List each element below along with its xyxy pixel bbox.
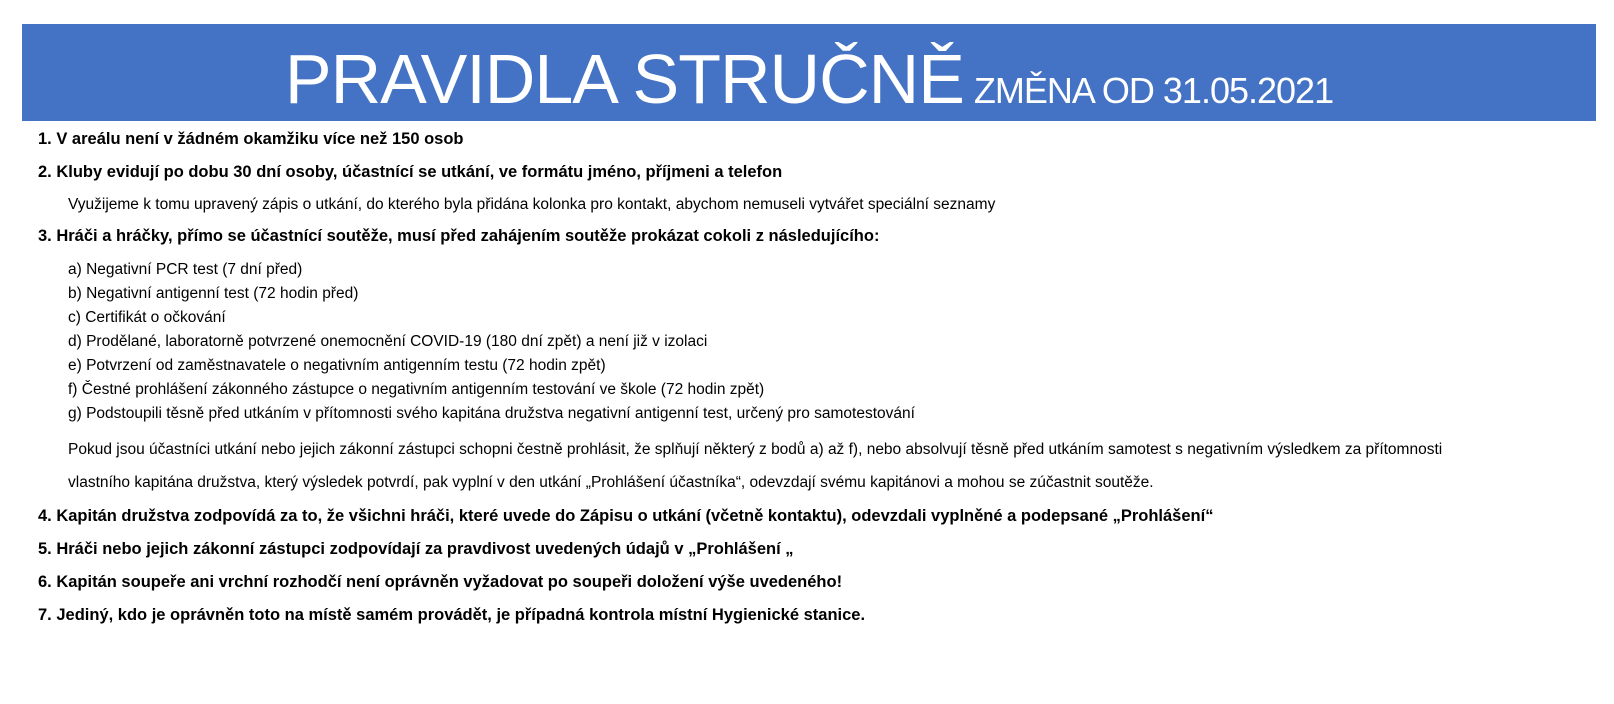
rules-list <box>38 128 1598 625</box>
option-g: g) Podstoupili těsně před utkáním v přítomnosti svého kapitána družstva negativní antigenní test, určený pro samotestování <box>68 405 915 422</box>
paragraph-line-1: Pokud jsou účastníci utkání nebo jejich zákonní zástupci schopni čestně prohlásit, že splňují některý z bodů a) až f), nebo absolvují těsně před utkáním samotest s negativním výsledkem za přítomnosti <box>68 441 1443 458</box>
option-d: d) Prodělané, laboratorně potvrzené onemocnění COVID-19 (180 dní zpět) a není již v izolaci <box>68 333 708 350</box>
rule-1: 1. V areálu není v žádném okamžiku více než 150 osob <box>38 130 464 148</box>
page-title: PRAVIDLA STRUČNĚ <box>284 40 964 118</box>
paragraph-line-2: vlastního kapitána družstva, který výsledek potvrdí, pak vyplní v den utkání „Prohlášení účastníka“, odevzdají svému kapitánovi a mohou se zúčastnit soutěže. <box>68 474 1154 491</box>
title-banner <box>22 24 1596 121</box>
rule-4: 4. Kapitán družstva zodpovídá za to, že všichni hráči, které uvede do Zápisu o utkání (včetně kontaktu), odevzdali vyplněné a podepsané „Prohlášení“ <box>38 507 1214 525</box>
option-e: e) Potvrzení od zaměstnavatele o negativním antigenním testu (72 hodin zpět) <box>68 357 606 374</box>
option-a: a) Negativní PCR test (7 dní před) <box>68 261 303 278</box>
rule-6: 6. Kapitán soupeře ani vrchní rozhodčí není oprávněn vyžadovat po soupeři doložení výše uvedeného! <box>38 573 843 591</box>
option-b: b) Negativní antigenní test (72 hodin před) <box>68 285 359 302</box>
rule-3: 3. Hráči a hráčky, přímo se účastnící soutěže, musí před zahájením soutěže prokázat cokoli z následujícího: <box>38 227 880 245</box>
page-subtitle: ZMĚNA OD 31.05.2021 <box>973 70 1334 111</box>
rule-5: 5. Hráči nebo jejich zákonní zástupci zodpovídají za pravdivost uvedených údajů v „Prohlášení „ <box>38 540 794 558</box>
rule-2: 2. Kluby evidují po dobu 30 dní osoby, účastnící se utkání, ve formátu jméno, příjmeni a telefon <box>38 163 783 181</box>
rule-2-note: Využijeme k tomu upravený zápis o utkání, do kterého byla přidána kolonka pro kontakt, abychom nemuseli vytvářet speciální seznamy <box>68 196 996 213</box>
rule-7: 7. Jediný, kdo je oprávněn toto na místě samém provádět, je případná kontrola místní Hygienické stanice. <box>38 606 866 624</box>
rule-3-options <box>68 258 1598 426</box>
option-f: f) Čestné prohlášení zákonného zástupce o negativním antigenním testování ve škole (72 hodin zpět) <box>68 381 765 398</box>
option-c: c) Certifikát o očkování <box>68 309 226 326</box>
rule-3-paragraph <box>68 433 1598 499</box>
